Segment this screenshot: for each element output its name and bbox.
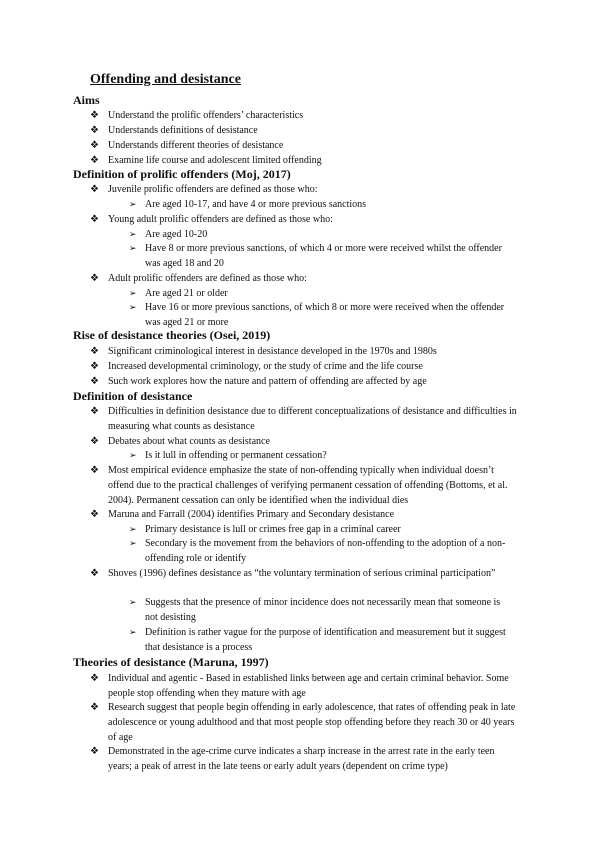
diamond-bullet-icon: ❖ (90, 673, 99, 684)
list-item: ❖ Maruna and Farrall (2004) identifies Primary and Secondary desistance (90, 509, 395, 520)
arrow-bullet-icon: ➢ (129, 243, 137, 253)
sub-list-item: ➢ Are aged 10-17, and have 4 or more previous sanctions (129, 199, 367, 210)
diamond-bullet-icon: ❖ (90, 214, 99, 225)
heading-theories: Theories of desistance (Maruna, 1997) (73, 655, 269, 669)
diamond-bullet-icon: ❖ (90, 125, 99, 136)
diamond-bullet-icon: ❖ (90, 110, 99, 121)
list-item: ❖ Shoves (1996) defines desistance as “the voluntary termination of serious criminal participation” (90, 568, 496, 579)
diamond-bullet-icon: ❖ (90, 509, 99, 520)
diamond-bullet-icon: ❖ (90, 406, 99, 417)
list-item: ❖ Understand the prolific offenders’ characteristics (90, 110, 304, 121)
list-item: ❖ Difficulties in definition desistance due to different conceptualizations of desistance and difficulties in measuring what counts as desistance (90, 406, 517, 432)
arrow-bullet-icon: ➢ (129, 199, 137, 209)
sub-list-item: ➢ Suggests that the presence of minor incidence does not necessarily mean that someone is not desisting (129, 597, 501, 623)
list-item: ❖ Examine life course and adolescent limited offending (90, 155, 322, 166)
heading-prolific: Definition of prolific offenders (Moj, 2017) (73, 167, 291, 181)
list-item: ❖ Most empirical evidence emphasize the state of non-offending typically when individual doesn’t offend due to the practical challenges of verifying permanent cessation of offending (Bottoms, et al. 2004). Permanent cessation can only be identified when the individual dies (90, 465, 508, 506)
heading-rise: Rise of desistance theories (Osei, 2019) (73, 328, 271, 342)
arrow-bullet-icon: ➢ (129, 627, 137, 637)
list-item: ❖ Debates about what counts as desistance (90, 436, 270, 447)
list-item: ❖ Demonstrated in the age-crime curve indicates a sharp increase in the arrest rate in the early teen years; a peak of arrest in the late teens or early adult years (dependent on crime type) (90, 746, 495, 772)
arrow-bullet-icon: ➢ (129, 302, 137, 312)
diamond-bullet-icon: ❖ (90, 702, 99, 713)
page-title: Offending and desistance (90, 72, 241, 87)
list-item: ❖ Individual and agentic - Based in established links between age and certain criminal behavior. Some people stop offending when they mature with age (90, 673, 509, 699)
list-item: ❖ Understands definitions of desistance (90, 125, 258, 136)
diamond-bullet-icon: ❖ (90, 568, 99, 579)
diamond-bullet-icon: ❖ (90, 155, 99, 166)
sub-list-item: ➢ Definition is rather vague for the purpose of identification and measurement but it suggest that desistance is a process (129, 627, 506, 653)
arrow-bullet-icon: ➢ (129, 524, 137, 534)
sub-list-item: ➢ Is it lull in offending or permanent cessation? (129, 450, 327, 461)
list-item: ❖ Young adult prolific offenders are defined as those who: (90, 214, 333, 225)
list-item: ❖ Adult prolific offenders are defined as those who: (90, 273, 307, 284)
diamond-bullet-icon: ❖ (90, 273, 99, 284)
list-item: ❖ Such work explores how the nature and pattern of offending are affected by age (90, 376, 427, 387)
list-item: ❖ Juvenile prolific offenders are defined as those who: (90, 184, 318, 195)
sub-list-item: ➢ Are aged 21 or older (129, 288, 228, 299)
sub-list-item: ➢ Have 8 or more previous sanctions, of which 4 or more were received whilst the offender was aged 18 and 20 (129, 243, 502, 269)
list-item: ❖ Increased developmental criminology, or the study of crime and the life course (90, 361, 423, 372)
sub-list-item: ➢ Secondary is the movement from the behaviors of non-offending to the adoption of a non-offending role or identify (129, 538, 506, 564)
diamond-bullet-icon: ❖ (90, 346, 99, 357)
diamond-bullet-icon: ❖ (90, 465, 99, 476)
diamond-bullet-icon: ❖ (90, 140, 99, 151)
arrow-bullet-icon: ➢ (129, 229, 137, 239)
diamond-bullet-icon: ❖ (90, 746, 99, 757)
diamond-bullet-icon: ❖ (90, 361, 99, 372)
arrow-bullet-icon: ➢ (129, 538, 137, 548)
heading-aims: Aims (73, 93, 100, 107)
diamond-bullet-icon: ❖ (90, 376, 99, 387)
sub-list-item: ➢ Are aged 10-20 (129, 229, 208, 240)
arrow-bullet-icon: ➢ (129, 597, 137, 607)
list-item: ❖ Understands different theories of desistance (90, 140, 284, 151)
diamond-bullet-icon: ❖ (90, 184, 99, 195)
arrow-bullet-icon: ➢ (129, 288, 137, 298)
arrow-bullet-icon: ➢ (129, 450, 137, 460)
diamond-bullet-icon: ❖ (90, 436, 99, 447)
heading-definition: Definition of desistance (73, 389, 193, 403)
list-item: ❖ Research suggest that people begin offending in early adolescence, that rates of offending peak in late adolescence or young adulthood and that most people stop offending before they reach 30 or 40 years of age (90, 702, 516, 743)
list-item: ❖ Significant criminological interest in desistance developed in the 1970s and 1980s (90, 346, 437, 357)
sub-list-item: ➢ Primary desistance is lull or crimes free gap in a criminal career (129, 524, 401, 535)
sub-list-item: ➢ Have 16 or more previous sanctions, of which 8 or more were received when the offender was aged 21 or more (129, 302, 505, 328)
